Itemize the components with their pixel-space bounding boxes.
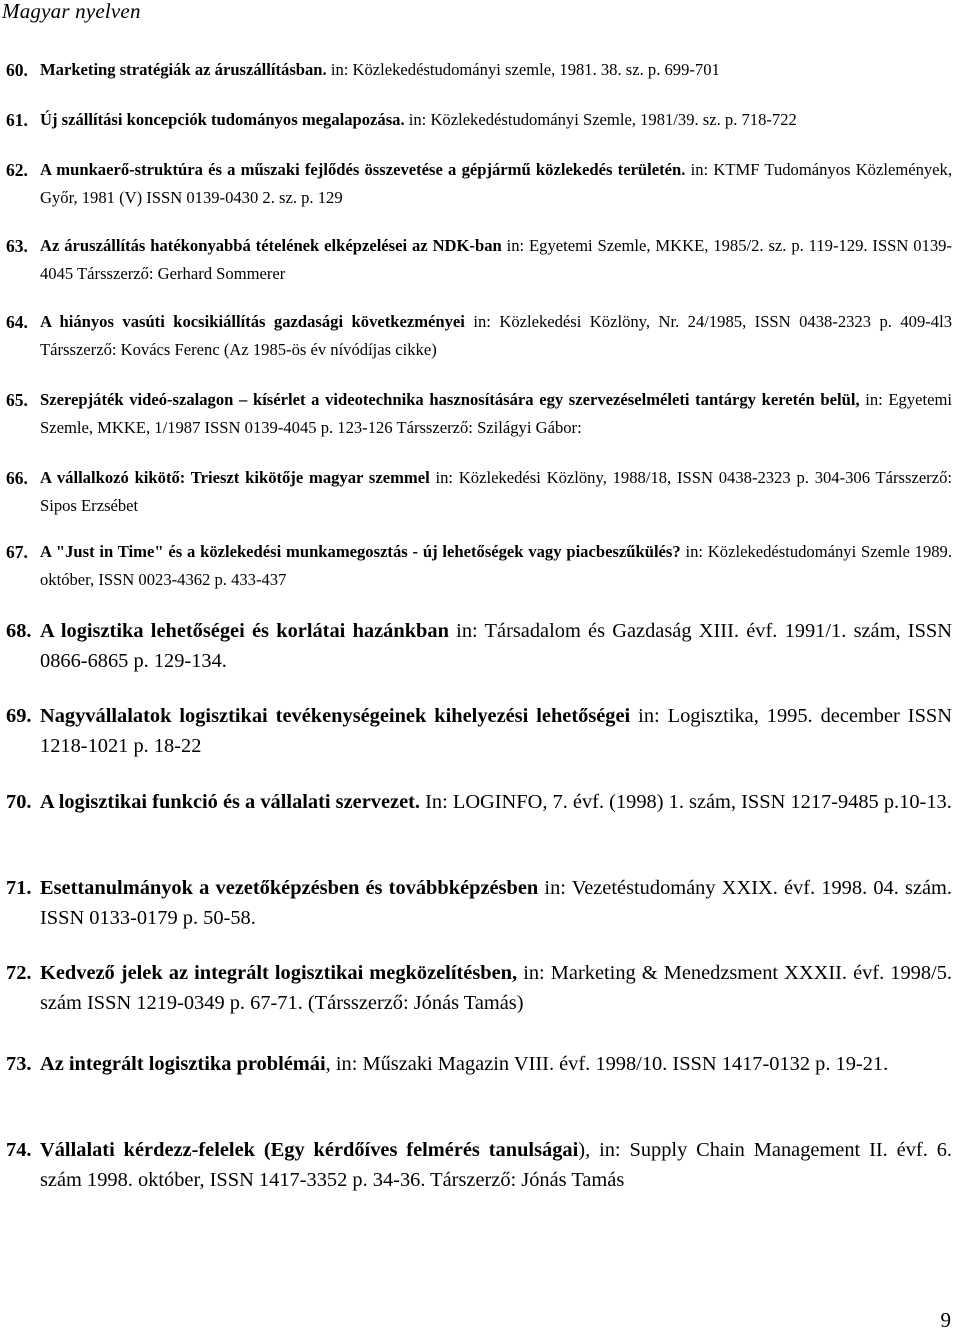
publication-entry-71	[6, 873, 952, 933]
entry-number: 61.	[6, 110, 28, 130]
entry-title: Új szállítási koncepciók tudományos megalapozása.	[40, 110, 405, 129]
entry-number: 64.	[6, 312, 28, 332]
entry-source: in: Marketing & Menedzsment XXXII. évf. 1998/5. szám ISSN 1219-0349 p. 67-71. (Társszerző: Jónás Tamás)	[40, 962, 953, 1014]
publication-entry-66	[6, 464, 952, 520]
entry-title: Esettanulmányok a vezetőképzésben és továbbképzésben	[40, 877, 539, 899]
publication-entry-68	[6, 616, 952, 676]
entry-source: in: Közlekedéstudományi Szemle, 1981/39. sz. p. 718-722	[404, 110, 797, 129]
entry-title: A "Just in Time" és a közlekedési munkamegosztás - új lehetőségek vagy piacbeszűkülés?	[40, 542, 681, 561]
entry-title: A hiányos vasúti kocsikiállítás gazdasági következményei	[40, 312, 465, 331]
entry-title: Marketing stratégiák az áruszállításban.	[40, 60, 327, 79]
page-heading: Magyar nyelven	[2, 0, 141, 23]
entry-title: A logisztikai funkció és a vállalati szervezet.	[40, 791, 421, 813]
entry-source: in: KTMF Tudományos Közlemények, Győr, 1981 (V) ISSN 0139-0430 2. sz. p. 129	[40, 160, 952, 207]
entry-source: in: Közlekedési Közlöny, Nr. 24/1985, ISSN 0438-2323 p. 409-4l3 Társszerző: Kovács Ferenc (Az 1985-ös év nívódíjas cikke)	[40, 312, 952, 359]
publication-entry-61	[6, 106, 952, 134]
publication-entry-72	[6, 958, 952, 1018]
entry-number: 69.	[6, 705, 32, 727]
entry-title: Nagyvállalatok logisztikai tevékenységeinek kihelyezési lehetőségei	[40, 705, 631, 727]
entry-number: 74.	[6, 1139, 32, 1161]
publication-entry-69	[6, 701, 952, 761]
publication-entry-64	[6, 308, 952, 364]
publication-entry-65	[6, 386, 952, 442]
publication-entry-62	[6, 156, 952, 212]
entry-number: 67.	[6, 542, 28, 562]
entry-number: 72.	[6, 962, 32, 984]
entry-number: 65.	[6, 390, 28, 410]
entry-source: , in: Műszaki Magazin VIII. évf. 1998/10. ISSN 1417-0132 p. 19-21.	[325, 1053, 889, 1075]
publication-entry-74	[6, 1135, 952, 1195]
entry-title: Az áruszállítás hatékonyabbá tételének elképzelései az NDK-ban	[40, 236, 502, 255]
entry-number: 63.	[6, 236, 28, 256]
entry-source: in: Vezetéstudomány XXIX. évf. 1998. 04. szám. ISSN 0133-0179 p. 50-58.	[40, 877, 952, 929]
entry-number: 73.	[6, 1053, 32, 1075]
entry-source: In: LOGINFO, 7. évf. (1998) 1. szám, ISSN 1217-9485 p.10-13.	[420, 791, 952, 813]
entry-title: Szerepjáték videó-szalagon – kísérlet a videotechnika hasznosítására egy szervezéselméleti tantárgy keretén belül,	[40, 390, 860, 409]
publication-entry-60	[6, 56, 952, 84]
entry-number: 62.	[6, 160, 28, 180]
entry-number: 70.	[6, 791, 32, 813]
entry-number: 60.	[6, 60, 28, 80]
entry-title: A vállalkozó kikötő: Trieszt kikötője magyar szemmel	[40, 468, 430, 487]
entry-source: in: Társadalom és Gazdaság XIII. évf. 1991/1. szám, ISSN 0866-6865 p. 129-134.	[40, 620, 952, 672]
publication-entry-63	[6, 232, 952, 288]
entry-source: in: Logisztika, 1995. december ISSN 1218-1021 p. 18-22	[40, 705, 952, 757]
entry-title: Az integrált logisztika problémái	[40, 1053, 326, 1075]
entry-number: 66.	[6, 468, 28, 488]
entry-source: ), in: Supply Chain Management II. évf. 6. szám 1998. október, ISSN 1417-3352 p. 34-36. Társzerző: Jónás Tamás	[40, 1139, 952, 1191]
publication-entry-73	[6, 1049, 952, 1079]
entry-number: 68.	[6, 620, 32, 642]
entry-source: in: Egyetemi Szemle, MKKE, 1/1987 ISSN 0139-4045 p. 123-126 Társszerző: Szilágyi Gábor:	[40, 390, 952, 437]
entry-source: in: Közlekedéstudományi Szemle 1989. október, ISSN 0023-4362 p. 433-437	[40, 542, 952, 589]
entry-source: in: Közlekedési Közlöny, 1988/18, ISSN 0438-2323 p. 304-306 Társszerző: Sipos Erzsébet	[40, 468, 952, 515]
publication-entry-67	[6, 538, 952, 594]
entry-title: Kedvező jelek az integrált logisztikai megközelítésben,	[40, 962, 518, 984]
entry-number: 71.	[6, 877, 32, 899]
entry-source: in: Egyetemi Szemle, MKKE, 1985/2. sz. p. 119-129. ISSN 0139-4045 Társszerző: Gerhard Sommerer	[40, 236, 952, 283]
entry-source: in: Közlekedéstudományi szemle, 1981. 38. sz. p. 699-701	[326, 60, 720, 79]
page-number: 9	[940, 1308, 951, 1332]
entry-title: A munkaerő-struktúra és a műszaki fejlődés összevetése a gépjármű közlekedés területén.	[40, 160, 686, 179]
entry-title: A logisztika lehetőségei és korlátai hazánkban	[40, 620, 449, 642]
publication-entry-70	[6, 787, 952, 817]
entry-title: Vállalati kérdezz-felelek (Egy kérdőíves felmérés tanulságai	[40, 1139, 579, 1161]
